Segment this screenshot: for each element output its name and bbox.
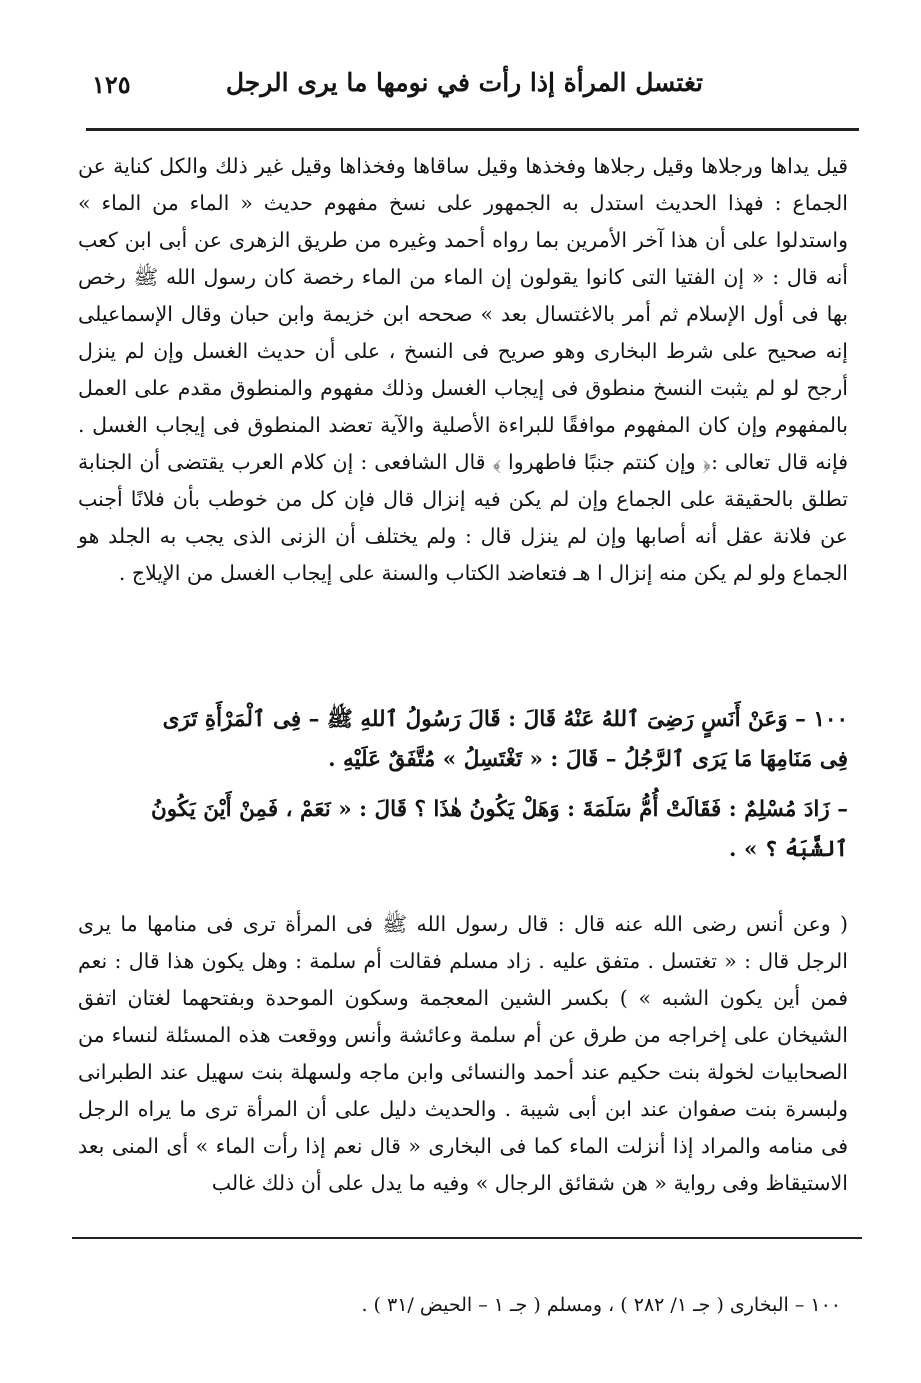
footnote-rule (72, 1237, 862, 1239)
hadith-line-1: ١٠٠ – وَعَنْ أَنَسٍ رَضِىَ ٱللهُ عَنْهُ قَالَ : قَالَ رَسُولُ ٱللهِ ﷺ – فِى ٱلْمَرْأَةِ تَرَى (162, 707, 848, 732)
hadith-muslim-addition (78, 790, 848, 870)
footnote: ١٠٠ – البخارى ( جـ ١/ ٢٨٢ ) ، ومسلم ( جـ ١ – الحيض /٣١ ) . (361, 1294, 841, 1316)
running-head (78, 68, 843, 112)
commentary-paragraph-1: قيل يداها ورجلاها وقيل رجلاها وفخذها وقيل ساقاها وفخذاها وقيل غير ذلك والكل كناية عن الجماع : فهذا الحديث استدل به الجمهور على نسخ مفهوم حديث « الماء من الماء » واستدلوا على أن هذا آخر الأمرين بما رواه أحمد وغيره من طريق الزهرى عن أبى ابن كعب أنه قال : « إن الفتيا التى كانوا يقولون إن الماء من الماء رخصة كان رسول الله ﷺ رخص بها فى أول الإسلام ثم أمر بالاغتسال بعد » صححه ابن خزيمة وابن حبان وقال الإسماعيلى إنه صحيح على شرط البخارى وهو صريح فى النسخ ، على أن حديث الغسل وإن لم ينزل أرجح لو لم يثبت النسخ منطوق فى إيجاب الغسل وذلك مفهوم والمنطوق مقدم على العمل بالمفهوم وإن كان المفهوم موافقًا للبراءة الأصلية والآية تعضد المنطوق فى إيجاب الغسل . فإنه قال تعالى :﴿ وإن كنتم جنبًا فاطهروا ﴾ قال الشافعى : إن كلام العرب يقتضى أن الجنابة تطلق بالحقيقة على الجماع وإن لم يكن فيه إنزال قال فإن كل من خوطب بأن فلانًا أجنب عن فلانة عقل أنه أصابها وإن لم ينزل قال : ولم يختلف أن الزنى الذى يجب به الجلد هو الجماع ولو لم يكن منه إنزال ا هـ فتعاضد الكتاب والسنة على إيجاب الغسل من الإيلاج . (78, 154, 848, 585)
hadith-line-4: ٱلشَّبَهُ ؟ » . (729, 837, 848, 862)
hadith-line-2: فِى مَنَامِهَا مَا يَرَى ٱلرَّجُلُ – قَالَ : « تَغْتَسِلُ » مُتَّفَقٌ عَلَيْهِ . (328, 747, 848, 772)
hadith-text (78, 700, 848, 780)
page-number: ١٢٥ (92, 70, 131, 99)
hadith-line-3: – زَادَ مُسْلِمٌ : فَقَالَتْ أُمُّ سَلَمَةَ : وَهَلْ يَكُونُ هٰذَا ؟ قَالَ : « نَعَمْ ، فَمِنْ أَيْنَ يَكُونُ (151, 797, 848, 822)
header-rule (86, 128, 859, 131)
commentary-paragraph-2: ( وعن أنس رضى الله عنه قال : قال رسول الله ﷺ فى المرأة ترى فى منامها ما يرى الرجل قال : « تغتسل . متفق عليه . زاد مسلم فقالت أم سلمة : وهل يكون هذا قال : نعم فمن أين يكون الشبه » ) بكسر الشين المعجمة وسكون الموحدة وبفتحهما لغتان اتفق الشيخان على إخراجه من طرق عن أم سلمة وعائشة وأنس ووقعت هذه المسئلة لنساء من الصحابيات لخولة بنت حكيم عند أحمد والنسائى وابن ماجه ولسهلة بنت سهيل عند الطبرانى ولبسرة بنت صفوان عند ابن أبى شيبة . والحديث دليل على أن المرأة ترى ما يراه الرجل فى منامه والمراد إذا أنزلت الماء كما فى البخارى « قال نعم إذا رأت الماء » أى المنى بعد الاستيقاظ وفى رواية « هن شقائق الرجال » وفيه ما يدل على أن ذلك غالب (78, 912, 848, 1195)
running-title: تغتسل المرأة إذا رأت في نومها ما يرى الرجل (225, 68, 703, 97)
